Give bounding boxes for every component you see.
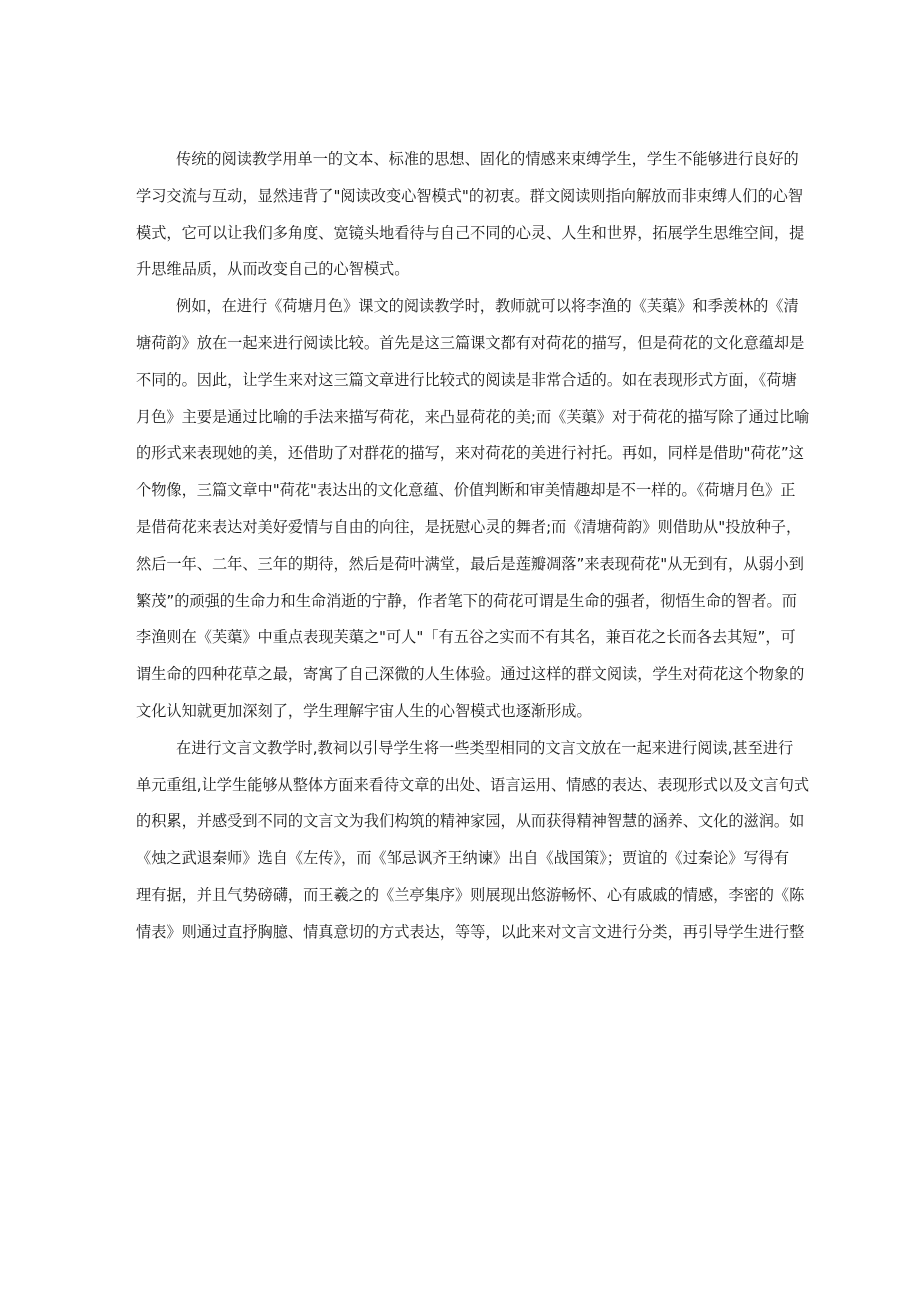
text-line: 是借荷花来表达对美好爱情与自由的向往，是抚慰心灵的舞者;而《清塘荷韵》则借助从"投放种子， bbox=[136, 517, 802, 536]
text-line: 理有据，并且气势磅礴，而王羲之的《兰亭集序》则展现出悠游畅怀、心有戚戚的情感，李密的《陈 bbox=[136, 885, 805, 904]
document-body bbox=[136, 141, 810, 951]
paragraph-1 bbox=[136, 141, 805, 288]
text-line: 然后一年、二年、三年的期待，然后是荷叶满堂，最后是莲瓣凋落”来表现荷花"从无到有，从弱小到 bbox=[136, 554, 804, 573]
text-line: 传统的阅读教学用单一的文本、标准的思想、固化的情感来束缚学生，学生不能够进行良好的 bbox=[176, 150, 799, 168]
text-line: 月色》主要是通过比喻的手法来描写荷花，来凸显荷花的美;而《芙蕖》对于荷花的描写除了通过比喻 bbox=[136, 407, 810, 426]
text-line: 文化认知就更加深刻了，学生理解宇宙人生的心智模式也逐渐形成。 bbox=[136, 701, 592, 720]
paragraph-2 bbox=[136, 288, 810, 730]
paragraph-3 bbox=[136, 730, 810, 951]
text-line: 的形式来表现她的美，还借助了对群花的描写，来对荷花的美进行衬托。再如，同样是借助"荷花”这 bbox=[136, 444, 804, 463]
text-line: 例如，在进行《荷塘月色》课文的阅读教学时，教师就可以将李渔的《芙蕖》和季羡林的《清 bbox=[176, 297, 799, 316]
text-line: 李渔则在《芙蕖》中重点表现芙蕖之"可人"「有五谷之实而不有其名，兼百花之长而各去其短”，可 bbox=[136, 628, 796, 647]
text-line: 单元重组,让学生能够从整体方面来看待文章的出处、语言运用、情感的表达、表现形式以及文言句式 bbox=[136, 775, 810, 794]
text-line: 在进行文言文教学时,教祠以引导学生将一些类型相同的文言文放在一起来进行阅读,甚至进行 bbox=[176, 738, 794, 757]
text-line: 繁茂”的顽强的生命力和生命消逝的宁静，作者笔下的荷花可谓是生命的强者，彻悟生命的智者。而 bbox=[136, 591, 797, 610]
text-line: 个物像，三篇文章中"荷花"表达出的文化意蕴、价值判断和审美情趣却是不一样的。《荷塘月色》正 bbox=[136, 481, 796, 500]
text-line: 情表》则通过直抒胸臆、情真意切的方式表达，等等，以此来对文言文进行分类，再引导学生进行整 bbox=[136, 922, 805, 941]
text-line: 的积累，并感受到不同的文言文为我们构筑的精神家园，从而获得精神智慧的涵养、文化的滋润。如 bbox=[136, 812, 805, 831]
text-line: 模式，它可以让我们多角度、宽镜头地看待与自己不同的心灵、人生和世界，拓展学生思维空间，提 bbox=[136, 223, 805, 242]
text-line: 学习交流与互动，显然违背了"阅读改变心智模式"的初衷。群文阅读则指向解放而非束缚人们的心智 bbox=[136, 186, 804, 205]
text-line: 《烛之武退秦师》选自《左传》，而《邹忌讽齐王纳谏》出自《战国策》；贾谊的《过秦论》写得有 bbox=[136, 849, 790, 868]
text-line: 升思维品质，从而改变自己的心智模式。 bbox=[136, 260, 410, 279]
text-line: 塘荷韵》放在一起来进行阅读比较。首先是这三篇课文都有对荷花的描写，但是荷花的文化意蕴却是 bbox=[136, 333, 805, 352]
text-line: 不同的。因此，让学生来对这三篇文章进行比较式的阅读是非常合适的。如在表现形式方面，《荷塘 bbox=[136, 370, 797, 389]
text-line: 谓生命的四种花草之最，寄寓了自己深微的人生体验。通过这样的群文阅读，学生对荷花这个物象的 bbox=[136, 665, 805, 684]
